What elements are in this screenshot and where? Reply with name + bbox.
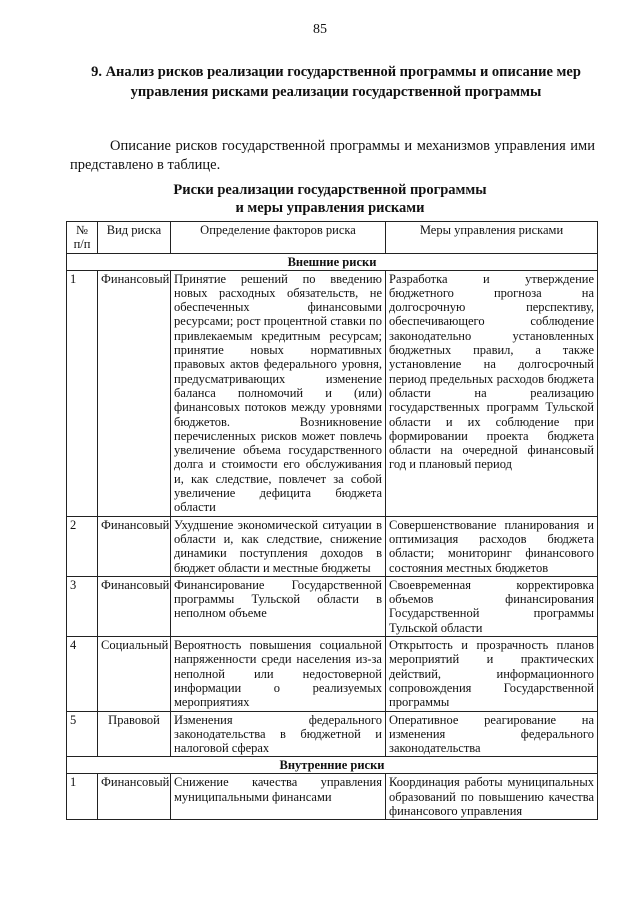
row-factors: Финансирование Государственной программы Тульской области в неполном объеме (171, 576, 386, 636)
row-kind: Правовой (98, 711, 171, 757)
row-kind: Финансовый (98, 516, 171, 576)
row-measures: Своевременная корректировка объемов финансирования Государственной программы Тульской области (386, 576, 598, 636)
table-row (67, 270, 598, 516)
row-factors: Ухудшение экономической ситуации в области и, как следствие, снижение динамики поступления доходов в бюджет области и местные бюджеты (171, 516, 386, 576)
row-kind: Социальный (98, 637, 171, 711)
table-row (67, 637, 598, 711)
row-num: 3 (67, 576, 98, 636)
table-row (67, 774, 598, 820)
risks-table (66, 221, 598, 820)
row-measures: Разработка и утверждение бюджетного прогноза на долгосрочную перспективу, обеспечивающего соблюдение законодательно установленных бюджетных правил, а также установление на долгосрочный период предельных расходов бюджета области на реализацию государственных программ Тульской области и их соблюдение при формировании проекта бюджета области на очередной финансовый год и плановый период (386, 270, 598, 516)
table-title-line2: и меры управления рисками (235, 200, 425, 216)
row-factors: Принятие решений по введению новых расходных обязательств, не обеспеченных финансовыми ресурсами; рост процентной ставки по привлекаемым кредитным ресурсам; принятие новых нормативных правовых актов федерального уровня, предусматривающих изменение баланса полномочий и (или) финансовых потоков между уровнями бюджетов. Возникновение перечисленных рисков может повлечь увеличение объема государственного долга и стоимости его обслуживания и, как следствие, повлечет за собой увеличение дефицита бюджета области (171, 270, 386, 516)
row-num: 1 (67, 774, 98, 820)
row-factors: Снижение качества управления муниципальными финансами (171, 774, 386, 820)
section-label-internal: Внутренние риски (67, 757, 598, 774)
table-row (67, 576, 598, 636)
row-kind: Финансовый (98, 576, 171, 636)
row-factors: Вероятность повышения социальной напряженности среди населения из-за неполной или недостоверной информации о реализуемых мероприятиях (171, 637, 386, 711)
section-title: 9. Анализ рисков реализации государственной программы и описание мер управления рисками реализации государственной программы (91, 64, 581, 100)
section-row-internal (67, 757, 598, 774)
row-kind: Финансовый (98, 774, 171, 820)
row-measures: Координация работы муниципальных образований по повышению качества финансового управления (386, 774, 598, 820)
table-row (67, 516, 598, 576)
row-measures: Оперативное реагирование на изменения федерального законодательства (386, 711, 598, 757)
table-title-line1: Риски реализации государственной программы (173, 182, 487, 198)
table-row (67, 711, 598, 757)
row-measures: Совершенствование планирования и оптимизация расходов бюджета области; мониторинг финансового состояния местных бюджетов (386, 516, 598, 576)
table-title (90, 181, 570, 217)
header-num: № п/п (67, 222, 98, 254)
header-factors: Определение факторов риска (171, 222, 386, 254)
section-row-external (67, 253, 598, 270)
row-factors: Изменения федерального законодательства в бюджетной и налоговой сферах (171, 711, 386, 757)
row-num: 1 (67, 270, 98, 516)
row-kind: Финансовый (98, 270, 171, 516)
header-measures: Меры управления рисками (386, 222, 598, 254)
page-number: 85 (313, 22, 327, 37)
row-num: 4 (67, 637, 98, 711)
intro-paragraph: Описание рисков государственной программы и механизмов управления ими представлено в таблице. (70, 138, 595, 173)
row-measures: Открытость и прозрачность планов мероприятий и практических действий, информационного сопровождения Государственной программы (386, 637, 598, 711)
section-label-external: Внешние риски (67, 253, 598, 270)
row-num: 2 (67, 516, 98, 576)
table-header-row (67, 222, 598, 254)
row-num: 5 (67, 711, 98, 757)
header-kind: Вид риска (98, 222, 171, 254)
